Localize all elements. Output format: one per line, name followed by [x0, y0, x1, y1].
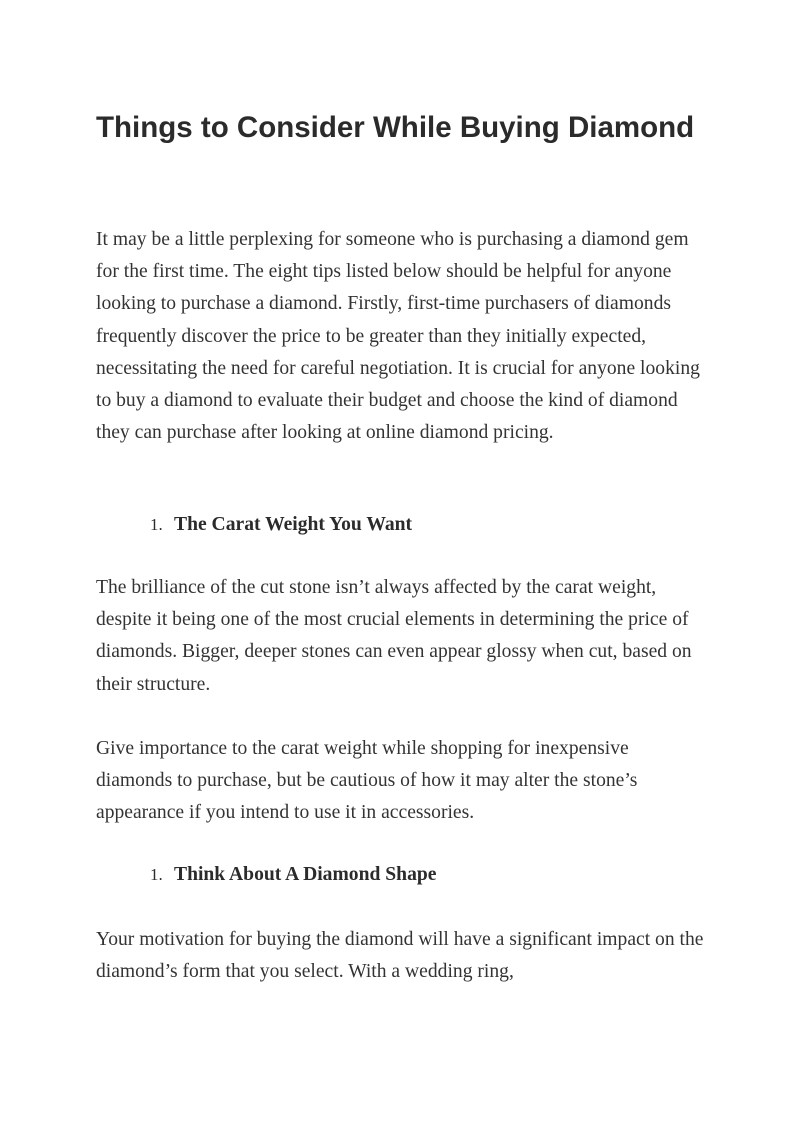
body-paragraph: The brilliance of the cut stone isn’t always affected by the carat weight, despite it being one of the most crucial elements in determining the price of diamonds. Bigger, deeper stones can even appear glossy when cut, based on their structure. — [96, 577, 692, 695]
body-paragraph: Give importance to the carat weight while shopping for inexpensive diamonds to purchase, but be cautious of how it may alter the stone’s appearance if you intend to use it in accessories. — [96, 738, 638, 824]
section-heading — [150, 861, 436, 889]
section-heading-text: The Carat Weight You Want — [174, 514, 413, 535]
body-paragraph: Your motivation for buying the diamond will have a significant impact on the diamond’s form that you select. With a wedding ring, — [96, 929, 704, 983]
list-number: 1. — [150, 865, 163, 884]
intro-paragraph: It may be a little perplexing for someone who is purchasing a diamond gem for the first time. The eight tips listed below should be helpful for anyone looking to purchase a diamond. Firstly, first-time purchasers of diamonds frequently discover the price to be greater than they initially expected, necessitating the need for careful negotiation. It is crucial for anyone looking to buy a diamond to evaluate their budget and choose the kind of diamond they can purchase after looking at online diamond pricing. — [96, 229, 700, 444]
document-title: Things to Consider While Buying Diamond — [96, 111, 695, 144]
section-heading-text: Think About A Diamond Shape — [174, 864, 437, 885]
list-number: 1. — [150, 515, 163, 534]
section-heading — [150, 511, 412, 539]
